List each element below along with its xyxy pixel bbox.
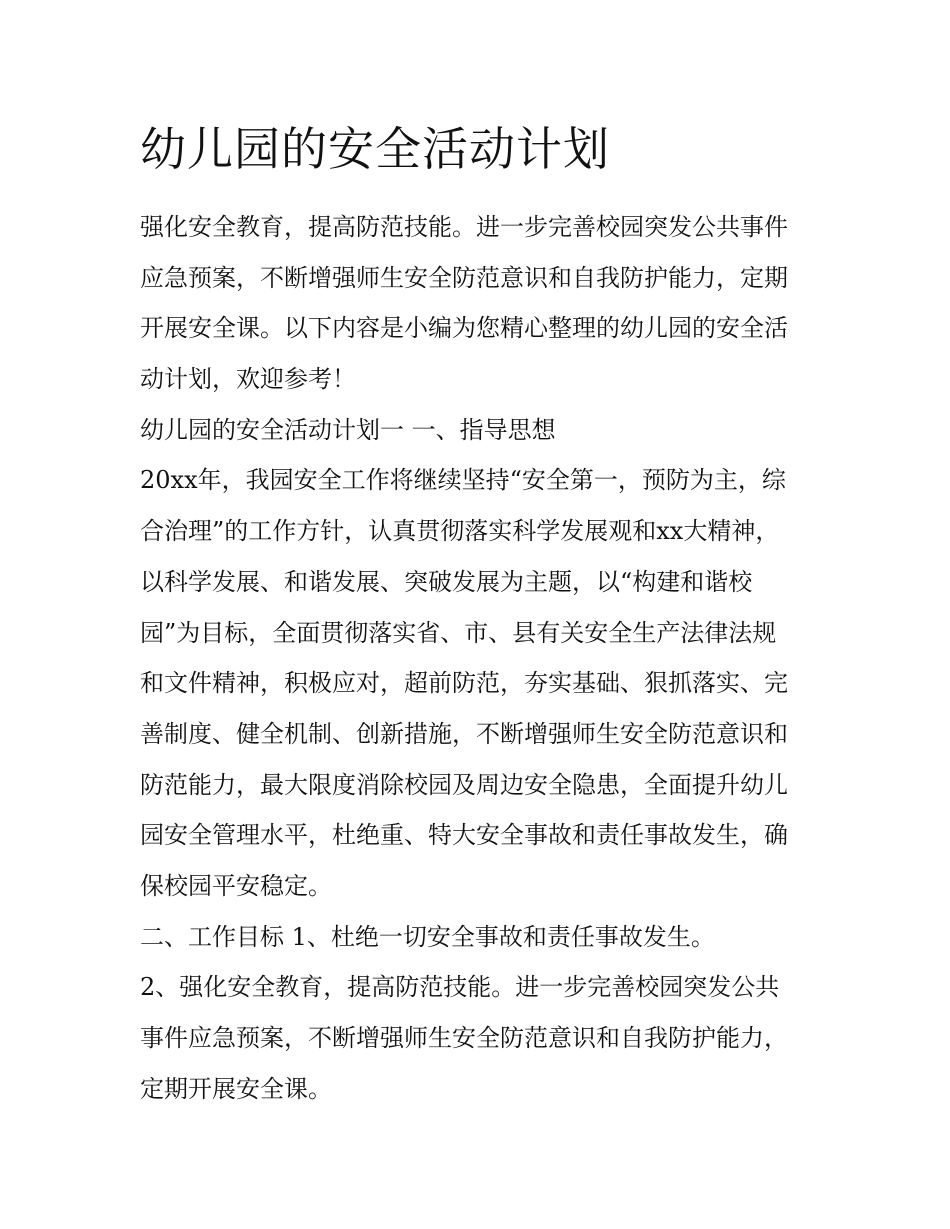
body-line: 和文件精神，积极应对，超前防范，夯实基础、狠抓落实、完 (140, 669, 788, 698)
body-line: 开展安全课。以下内容是小编为您精心整理的幼儿园的安全活 (140, 314, 788, 343)
body-line: 以科学发展、和谐发展、突破发展为主题，以“构建和谐校 (140, 567, 753, 596)
body-line: 保校园平安稳定。 (140, 871, 332, 900)
body-line: 动计划，欢迎参考！ (140, 365, 356, 394)
body-line: 事件应急预案，不断增强师生安全防范意识和自我防护能力， (140, 1024, 788, 1052)
body-line: 20xx年，我园安全工作将继续坚持“安全第一，预防为主，综 (140, 466, 786, 495)
body-line: 园安全管理水平，杜绝重、特大安全事故和责任事故发生，确 (140, 821, 788, 850)
section-heading-line: 二、工作目标 1、杜绝一切安全事故和责任事故发生。 (140, 922, 715, 951)
body-line: 应急预案，不断增强师生安全防范意识和自我防护能力，定期 (140, 263, 788, 292)
body-line: 强化安全教育，提高防范技能。进一步完善校园突发公共事件 (140, 213, 788, 241)
body-line: 防范能力，最大限度消除校园及周边安全隐患，全面提升幼儿 (140, 770, 788, 799)
document-title: 幼儿园的安全活动计划 (140, 122, 610, 176)
document-page (140, 118, 820, 1114)
body-line: 定期开展安全课。 (140, 1074, 332, 1103)
body-line: 园”为目标，全面贯彻落实省、市、县有关安全生产法律法规 (140, 618, 777, 647)
body-line: 合治理”的工作方针，认真贯彻落实科学发展观和xx大精神， (140, 517, 780, 546)
body-line: 2、强化安全教育，提高防范技能。进一步完善校园突发公共 (140, 973, 780, 1002)
document-body (140, 202, 820, 1114)
body-line: 善制度、健全机制、创新措施，不断增强师生安全防范意识和 (140, 719, 788, 748)
section-heading-line: 幼儿园的安全活动计划一 一、指导思想 (140, 415, 556, 444)
